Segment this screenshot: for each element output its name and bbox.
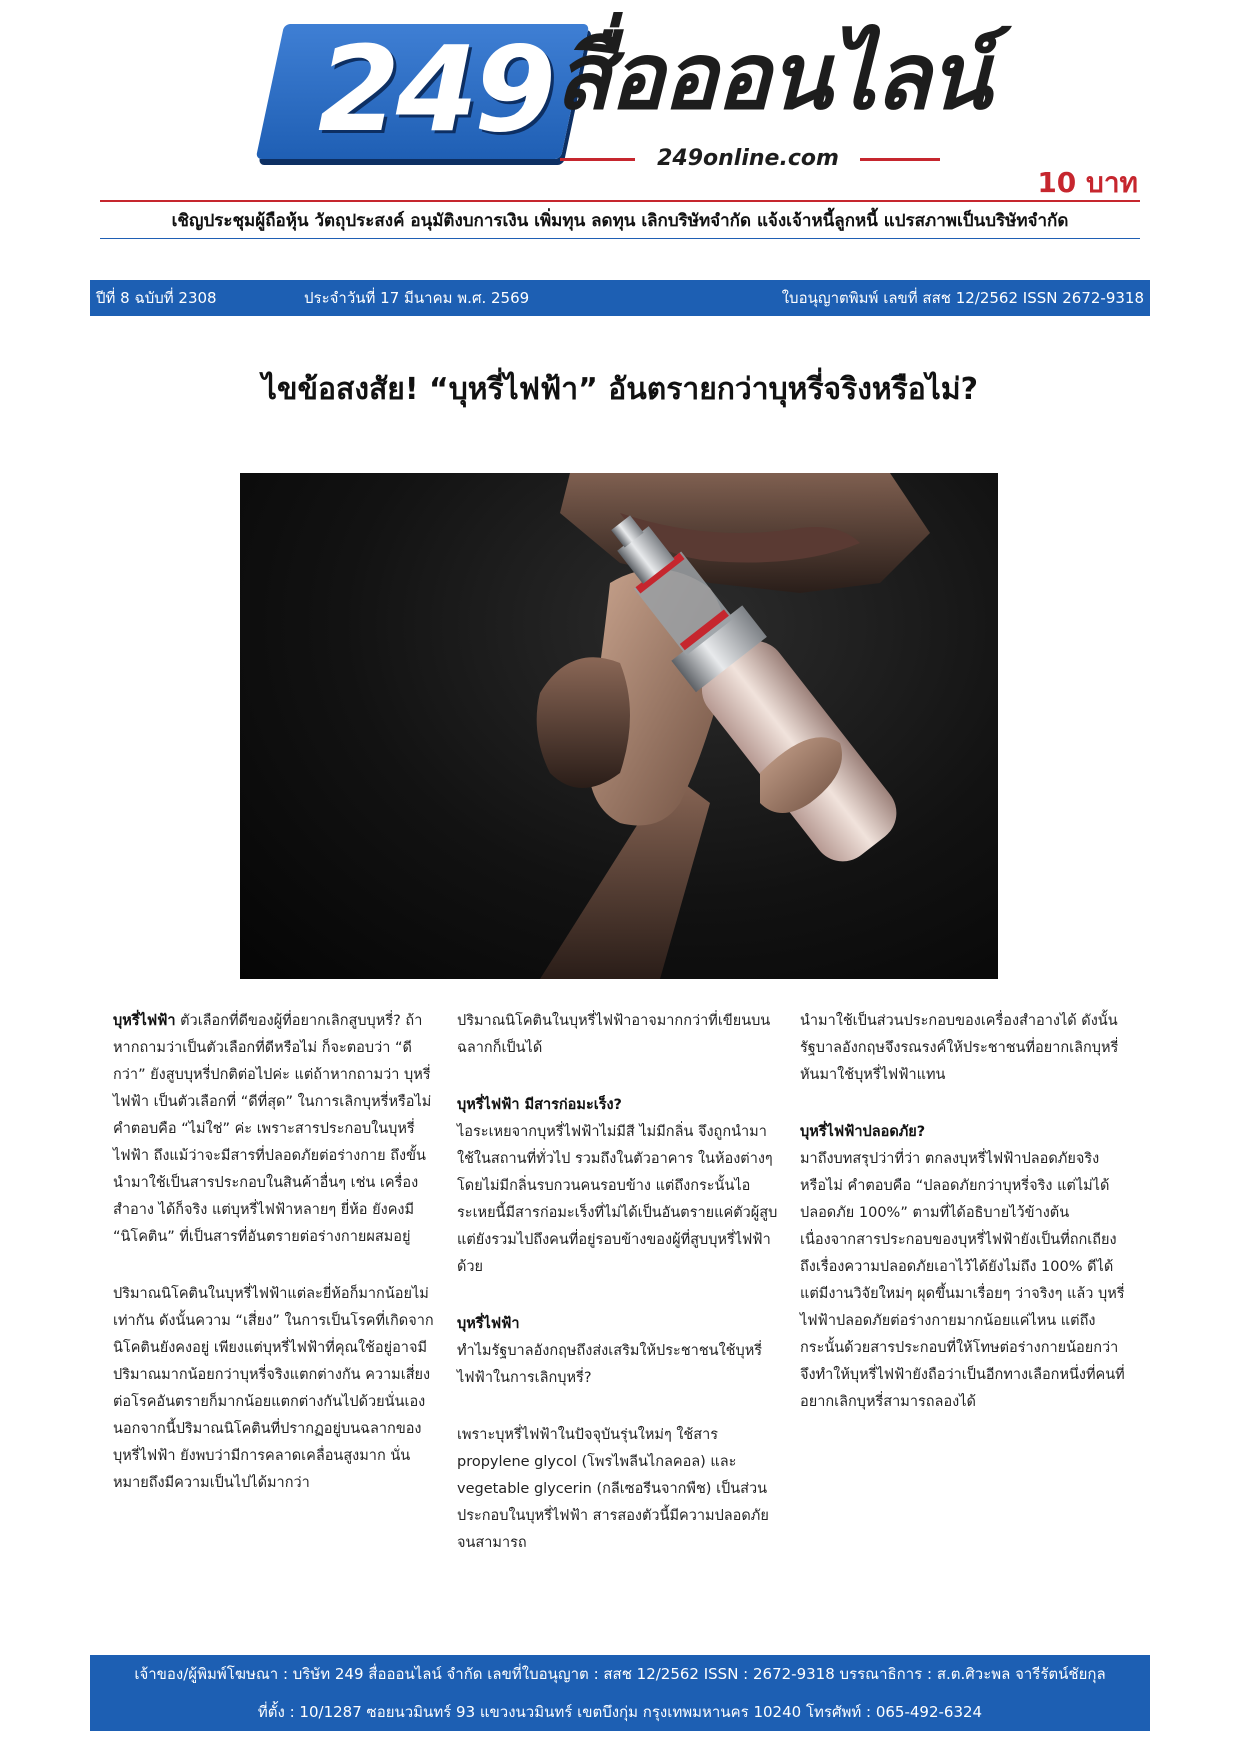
- logo-number: 249: [317, 20, 553, 158]
- issue-bar: [90, 280, 1150, 316]
- footer-bar: [90, 1655, 1150, 1731]
- issue-number: ปีที่ 8 ฉบับที่ 2308: [96, 289, 217, 307]
- logo-thai-name: สื่อออนไลน์: [555, 23, 990, 130]
- article-column-1: [113, 1008, 438, 1527]
- article-photo: [240, 473, 998, 979]
- column-1-paragraph-1: [113, 1008, 438, 1251]
- column-3-paragraph-2: มาถึงบทสรุปว่าที่ว่า ตกลงบุหรี่ไฟฟ้าปลอดภัยจริงหรือไม่ คำตอบคือ “ปลอดภัยกว่าบุหรี่จริง แต่ไม่ได้ปลอดภัย 100%” ตามที่ได้อธิบายไว้ข้างต้น เนื่องจากสารประกอบของบุหรี่ไฟฟ้ายังเป็นที่ถกเถียงถึงเรื่องความปลอดภัยเอาไว้ได้ยังไม่ถึง 100% ดีได้แต่มีงานวิจัยใหม่ๆ ผุดขึ้นมาเรื่อยๆ ว่าจริงๆ แล้ว บุหรี่ไฟฟ้าปลอดภัยต่อร่างกายมากน้อยแค่ไหน แต่ถึงกระนั้นด้วยสารประกอบที่ให้โทษต่อร่างกายน้อยกว่า จึงทำให้บุหรี่ไฟฟ้ายังถือว่าเป็นอีกทางเลือกหนึ่งที่คนที่อยากเลิกบุหรี่สามารถลองได้: [800, 1151, 1125, 1410]
- price-label: 10 บาท: [1037, 166, 1138, 199]
- subheading-safety: บุหรี่ไฟฟ้าปลอดภัย?: [800, 1124, 926, 1140]
- column-2-paragraph-4: เพราะบุหรี่ไฟฟ้าในปัจจุบันรุ่นใหม่ๆ ใช้สาร propylene glycol (โพรไพลีนไกลคอล) และ vegetable glycerin (กลีเซอรีนจากพืช) เป็นส่วนประกอบในบุหรี่ไฟฟ้า สารสองตัวนี้มีความปลอดภัยจนสามารถ: [457, 1427, 769, 1551]
- logo-rule-left: [560, 158, 635, 161]
- column-1-paragraph-2: ปริมาณนิโคตินในบุหรี่ไฟฟ้าแต่ละยี่ห้อก็มากน้อยไม่เท่ากัน ดังนั้นความ “เสี่ยง” ในการเป็นโรคที่เกิดจากนิโคตินยังคงอยู่ เพียงแต่บุหรี่ไฟฟ้าที่คุณใช้อยู่อาจมีปริมาณมากน้อยกว่าบุหรี่จริงแตกต่างกัน ความเสี่ยงต่อโรคอันตรายก็มากน้อยแตกต่างกันไปด้วยนั่นเอง นอกจากนี้ปริมาณนิโคตินที่ปรากฏอยู่บนฉลากของบุหรี่ไฟฟ้า ยังพบว่ามีการคลาดเคลื่อนสูงมาก นั่นหมายถึงมีความเป็นไปได้มากว่า: [113, 1286, 434, 1491]
- column-2-paragraph-3: ทำไมรัฐบาลอังกฤษถึงส่งเสริมให้ประชาชนใช้บุหรี่ไฟฟ้าในการเลิกบุหรี่?: [457, 1343, 763, 1386]
- footer-address: ที่ตั้ง : 10/1287 ซอยนวมินทร์ 93 แขวงนวมินทร์ เขตบึงกุ่ม กรุงเทพมหานคร 10240 โทรศัพท์ : 065-492-6324: [257, 1703, 983, 1721]
- logo-domain-area: [560, 144, 945, 174]
- subheading-uk: บุหรี่ไฟฟ้า: [457, 1316, 520, 1332]
- article-column-2: [457, 1008, 782, 1587]
- column-3-paragraph-1: นำมาใช้เป็นส่วนประกอบของเครื่องสำอางได้ ดังนั้นรัฐบาลอังกฤษจึงรณรงค์ให้ประชาชนที่อยากเลิกบุหรี่ หันมาใช้บุหรี่ไฟฟ้าแทน: [800, 1013, 1119, 1083]
- footer-publisher: เจ้าของ/ผู้พิมพ์โฆษณา : บริษัท 249 สื่อออนไลน์ จำกัด เลขที่ใบอนุญาต : สสช 12/2562 ISSN : 2672-9318 บรรณาธิการ : ส.ต.ศิวะพล จารีรัตน์ชัยกุล: [134, 1665, 1106, 1683]
- masthead-divider-blue: [100, 238, 1140, 239]
- issue-date: ประจำวันที่ 17 มีนาคม พ.ศ. 2569: [304, 289, 530, 307]
- vape-photo-illustration: [240, 473, 998, 979]
- logo-rule-right: [860, 158, 940, 161]
- column-2-paragraph-2: ไอระเหยจากบุหรี่ไฟฟ้าไม่มีสี ไม่มีกลิ่น จึงถูกนำมาใช้ในสถานที่ทั่วไป รวมถึงในตัวอาคาร ในห้องต่างๆ โดยไม่มีกลิ่นรบกวนคนรอบข้าง แต่ถึงกระนั้นไอระเหยนี้มีสารก่อมะเร็งที่ไม่ได้เป็นอันตรายแค่ตัวผู้สูบ แต่ยังรวมไปถึงคนที่อยู่รอบข้างของผู้ที่สูบบุหรี่ไฟฟ้าด้วย: [457, 1124, 778, 1275]
- services-tagline: เชิญประชุมผู้ถือหุ้น วัตถุประสงค์ อนุมัติงบการเงิน เพิ่มทุน ลดทุน เลิกบริษัทจำกัด แจ้งเจ้าหนี้ลูกหนี้ แปรสภาพเป็นบริษัทจำกัด: [171, 211, 1069, 231]
- masthead-divider-red: [100, 200, 1140, 202]
- logo-domain: 249online.com: [657, 146, 839, 171]
- column-1-text: ตัวเลือกที่ดีของผู้ที่อยากเลิกสูบบุหรี่? ถ้าหากถามว่าเป็นตัวเลือกที่ดีหรือไม่ ก็จะตอบว่า “ดีกว่า” ยังสูบบุหรี่ปกติต่อไปค่ะ แต่ถ้าหากถามว่า บุหรี่ไฟฟ้า เป็นตัวเลือกที่ “ดีที่สุด” ในการเลิกบุหรี่หรือไม่ คำตอบคือ “ไม่ใช่” ค่ะ เพราะสารประกอบในบุหรี่ไฟฟ้า ถึงแม้ว่าจะมีสารที่ปลอดภัยต่อร่างกาย ถึงขั้นนำมาใช้เป็นสารประกอบในสินค้าอื่นๆ เช่น เครื่องสำอาง ได้ก็จริง แต่บุหรี่ไฟฟ้าหลายๆ ยี่ห้อ ยังคงมี “นิโคติน” ที่เป็นสารที่อันตรายต่อร่างกายผสมอยู่: [113, 1013, 432, 1245]
- masthead: [270, 14, 1170, 174]
- issue-license: ใบอนุญาตพิมพ์ เลขที่ สสช 12/2562 ISSN 2672-9318: [781, 289, 1144, 307]
- article-column-3: [800, 1008, 1125, 1446]
- column-2-paragraph-1: ปริมาณนิโคตินในบุหรี่ไฟฟ้าอาจมากกว่าที่เขียนบนฉลากก็เป็นได้: [457, 1013, 771, 1056]
- article-headline: ไขข้อสงสัย! “บุหรี่ไฟฟ้า” อันตรายกว่าบุหรี่จริงหรือไม่?: [261, 372, 979, 407]
- subheading-carcinogen: บุหรี่ไฟฟ้า มีสารก่อมะเร็ง?: [457, 1097, 622, 1113]
- column-1-lead: บุหรี่ไฟฟ้า: [113, 1013, 176, 1029]
